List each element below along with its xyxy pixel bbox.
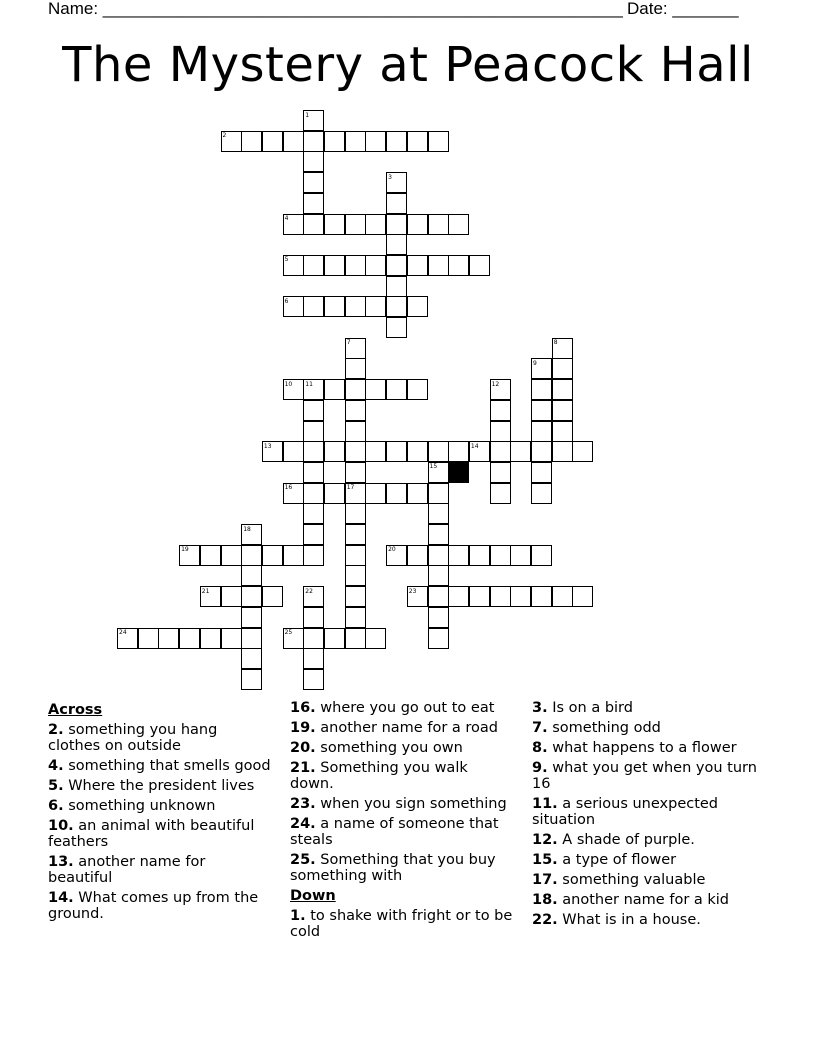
- clue-number: 1: [305, 111, 310, 119]
- grid-cell[interactable]: [448, 255, 469, 276]
- grid-cell[interactable]: [407, 131, 428, 152]
- clue-item: [532, 720, 757, 736]
- grid-cell[interactable]: [448, 586, 469, 607]
- grid-cell[interactable]: [572, 441, 593, 462]
- clue-item: [532, 872, 757, 888]
- clue-number-label: 4.: [48, 758, 64, 774]
- grid-cell[interactable]: [386, 317, 407, 338]
- clue-number: 12: [491, 380, 500, 388]
- grid-cell[interactable]: [365, 379, 386, 400]
- grid-cell[interactable]: [407, 214, 428, 235]
- grid-cell[interactable]: [490, 462, 511, 483]
- grid-cell[interactable]: [283, 545, 304, 566]
- grid-cell[interactable]: [324, 255, 345, 276]
- clue-item: [290, 720, 515, 736]
- grid-cell[interactable]: [386, 234, 407, 255]
- clue-number: 21: [201, 587, 210, 595]
- grid-cell[interactable]: [241, 586, 262, 607]
- grid-cell[interactable]: [407, 441, 428, 462]
- clue-item: [290, 908, 515, 940]
- clue-number: 3: [388, 173, 392, 181]
- grid-cell[interactable]: [552, 586, 573, 607]
- grid-cell[interactable]: [386, 255, 407, 276]
- grid-cell[interactable]: [138, 628, 159, 649]
- grid-cell[interactable]: [531, 545, 552, 566]
- clue-item: [290, 760, 515, 792]
- clue-text: something you own: [315, 740, 463, 756]
- grid-cell[interactable]: [552, 379, 573, 400]
- grid-cell[interactable]: [469, 586, 490, 607]
- clue-number-label: 18.: [532, 892, 558, 908]
- grid-cell[interactable]: [262, 131, 283, 152]
- clue-item: [48, 722, 273, 754]
- grid-cell[interactable]: [303, 669, 324, 690]
- clue-number: 16: [284, 484, 293, 492]
- grid-cell[interactable]: [552, 400, 573, 421]
- clue-text: a serious unexpected situation: [532, 796, 719, 828]
- clue-number-label: 17.: [532, 872, 558, 888]
- clue-number: 5: [284, 256, 289, 264]
- grid-cell[interactable]: [428, 586, 449, 607]
- clue-number: 8: [553, 339, 558, 347]
- clue-number-label: 7.: [532, 720, 548, 736]
- grid-cell[interactable]: [200, 628, 221, 649]
- grid-cell[interactable]: [386, 214, 407, 235]
- grid-cell[interactable]: [428, 441, 449, 462]
- grid-cell[interactable]: [283, 441, 304, 462]
- clue-text: a name of someone that steals: [290, 816, 499, 848]
- clue-item: [290, 852, 515, 884]
- clue-number: 25: [284, 629, 293, 636]
- grid-cell[interactable]: [469, 545, 490, 566]
- grid-cell[interactable]: [510, 545, 531, 566]
- grid-cell[interactable]: [324, 214, 345, 235]
- clue-item: [532, 912, 757, 928]
- clue-text: Something that you buy something with: [290, 852, 496, 884]
- clue-item: [532, 760, 757, 792]
- grid-cell[interactable]: [490, 400, 511, 421]
- clue-number-label: 8.: [532, 740, 548, 756]
- grid-cell[interactable]: [345, 358, 366, 379]
- clue-text: to shake with fright or to be cold: [290, 908, 513, 940]
- clue-item: [48, 758, 273, 774]
- clue-number-label: 22.: [532, 912, 558, 928]
- grid-cell[interactable]: [324, 379, 345, 400]
- grid-cell[interactable]: [469, 255, 490, 276]
- clue-number-label: 2.: [48, 722, 64, 738]
- grid-cell[interactable]: [158, 628, 179, 649]
- clue-text: What comes up from the ground.: [48, 890, 259, 922]
- clue-item: [532, 796, 757, 828]
- grid-cell[interactable]: [552, 358, 573, 379]
- clue-number: 9: [533, 359, 537, 367]
- grid-cell[interactable]: [428, 565, 449, 586]
- clue-number: 19: [181, 546, 189, 554]
- grid-cell[interactable]: [303, 131, 324, 152]
- clue-item: [532, 700, 757, 716]
- grid-cell[interactable]: [365, 628, 386, 649]
- grid-cell[interactable]: [221, 545, 242, 566]
- grid-cell[interactable]: [303, 172, 324, 193]
- clue-number-label: 12.: [532, 832, 558, 848]
- black-cell: [448, 462, 469, 483]
- grid-cell[interactable]: [324, 483, 345, 504]
- grid-cell[interactable]: [510, 441, 531, 462]
- grid-cell[interactable]: [324, 441, 345, 462]
- clue-text: what you get when you turn 16: [532, 760, 757, 792]
- clue-item: [48, 854, 273, 886]
- clue-item: [290, 816, 515, 848]
- grid-cell[interactable]: [200, 545, 221, 566]
- grid-cell[interactable]: [365, 214, 386, 235]
- grid-cell[interactable]: [448, 441, 469, 462]
- section-heading: Down: [290, 888, 336, 904]
- clue-item: [290, 700, 515, 716]
- grid-cell[interactable]: [345, 628, 366, 649]
- grid-cell[interactable]: [303, 545, 324, 566]
- grid-cell[interactable]: [552, 421, 573, 442]
- grid-cell[interactable]: [386, 483, 407, 504]
- clue-number-label: 16.: [290, 700, 316, 716]
- clue-number-label: 9.: [532, 760, 548, 776]
- clue-number-label: 24.: [290, 816, 316, 832]
- clue-number-label: 1.: [290, 908, 306, 924]
- grid-cell[interactable]: [386, 296, 407, 317]
- grid-cell[interactable]: [448, 545, 469, 566]
- grid-cell[interactable]: [303, 400, 324, 421]
- grid-cell[interactable]: [303, 214, 324, 235]
- grid-cell[interactable]: [345, 296, 366, 317]
- grid-cell[interactable]: [407, 255, 428, 276]
- grid-cell[interactable]: [345, 586, 366, 607]
- grid-cell[interactable]: [428, 524, 449, 545]
- grid-cell[interactable]: [365, 296, 386, 317]
- clue-number-label: 13.: [48, 854, 74, 870]
- clue-number-label: 5.: [48, 778, 64, 794]
- grid-cell[interactable]: [386, 131, 407, 152]
- clue-number: 23: [408, 587, 417, 595]
- grid-cell[interactable]: [490, 421, 511, 442]
- clue-text: something unknown: [63, 798, 216, 814]
- clue-item: [290, 740, 515, 756]
- clue-number: 14: [470, 442, 479, 450]
- clue-text: something odd: [547, 720, 661, 736]
- grid-cell[interactable]: [531, 441, 552, 462]
- grid-cell[interactable]: [552, 441, 573, 462]
- clue-number-label: 23.: [290, 796, 316, 812]
- clue-number-label: 21.: [290, 760, 316, 776]
- grid-cell[interactable]: [345, 400, 366, 421]
- clue-number-label: 14.: [48, 890, 74, 906]
- grid-cell[interactable]: [510, 586, 531, 607]
- clue-item: [48, 890, 273, 922]
- clue-text: What is in a house.: [557, 912, 701, 928]
- section-heading: Across: [48, 702, 103, 718]
- grid-cell[interactable]: [345, 607, 366, 628]
- clue-item: [532, 740, 757, 756]
- clue-text: something valuable: [557, 872, 706, 888]
- grid-cell[interactable]: [303, 255, 324, 276]
- grid-cell[interactable]: [345, 255, 366, 276]
- grid-cell[interactable]: [303, 296, 324, 317]
- grid-cell[interactable]: [179, 628, 200, 649]
- grid-cell[interactable]: [303, 462, 324, 483]
- grid-cell[interactable]: [428, 483, 449, 504]
- grid-cell[interactable]: [428, 255, 449, 276]
- grid-cell[interactable]: [386, 193, 407, 214]
- clue-column-2: [290, 700, 515, 944]
- clue-text: something that smells good: [63, 758, 271, 774]
- grid-cell[interactable]: [303, 151, 324, 172]
- grid-cell[interactable]: [428, 628, 449, 649]
- grid-cell[interactable]: [324, 131, 345, 152]
- grid-cell[interactable]: [283, 131, 304, 152]
- grid-cell[interactable]: [303, 441, 324, 462]
- clue-number: 10: [284, 380, 293, 388]
- clue-column-1: [48, 700, 273, 926]
- clue-item: [48, 818, 273, 850]
- grid-cell[interactable]: [303, 503, 324, 524]
- clue-number: 11: [305, 380, 313, 388]
- grid-cell[interactable]: [303, 193, 324, 214]
- grid-cell[interactable]: [345, 565, 366, 586]
- grid-cell[interactable]: [572, 586, 593, 607]
- grid-cell[interactable]: [490, 586, 511, 607]
- grid-cell[interactable]: [221, 586, 242, 607]
- clue-text: Something you walk down.: [290, 760, 468, 792]
- clue-number-label: 3.: [532, 700, 548, 716]
- clue-number-label: 6.: [48, 798, 64, 814]
- grid-cell[interactable]: [345, 524, 366, 545]
- clue-item: [48, 778, 273, 794]
- grid-cell[interactable]: [531, 379, 552, 400]
- grid-cell[interactable]: [531, 586, 552, 607]
- grid-cell[interactable]: [428, 131, 449, 152]
- clue-text: another name for beautiful: [48, 854, 206, 886]
- grid-cell[interactable]: [365, 131, 386, 152]
- clue-text: another name for a road: [315, 720, 498, 736]
- clue-number: 20: [388, 546, 396, 554]
- clue-number-label: 20.: [290, 740, 316, 756]
- grid-cell[interactable]: [428, 607, 449, 628]
- grid-cell[interactable]: [303, 524, 324, 545]
- grid-cell[interactable]: [241, 565, 262, 586]
- grid-cell[interactable]: [345, 462, 366, 483]
- clue-number: 15: [429, 463, 438, 471]
- clue-text: something you hang clothes on outside: [48, 722, 218, 754]
- grid-cell[interactable]: [345, 379, 366, 400]
- grid-cell[interactable]: [386, 379, 407, 400]
- clue-text: an animal with beautiful feathers: [48, 818, 255, 850]
- grid-cell[interactable]: [490, 441, 511, 462]
- clue-number: 18: [243, 525, 251, 533]
- clue-number-label: 19.: [290, 720, 316, 736]
- grid-cell[interactable]: [241, 545, 262, 566]
- grid-cell[interactable]: [531, 421, 552, 442]
- grid-cell[interactable]: [386, 276, 407, 297]
- clue-item: [532, 852, 757, 868]
- grid-cell[interactable]: [407, 483, 428, 504]
- clue-number: 24: [119, 629, 127, 636]
- grid-cell[interactable]: [241, 607, 262, 628]
- grid-cell[interactable]: [303, 648, 324, 669]
- grid-cell[interactable]: [428, 503, 449, 524]
- clue-number-label: 11.: [532, 796, 558, 812]
- clue-number: 17: [346, 484, 355, 492]
- date-line[interactable]: Date: _______: [627, 0, 739, 18]
- clue-number: 13: [263, 442, 272, 450]
- clue-number: 7: [346, 339, 351, 347]
- grid-cell[interactable]: [531, 400, 552, 421]
- clue-column-3: [532, 700, 757, 932]
- clue-number-label: 15.: [532, 852, 558, 868]
- clue-text: another name for a kid: [557, 892, 730, 908]
- grid-cell[interactable]: [241, 648, 262, 669]
- clue-text: a type of flower: [557, 852, 677, 868]
- page-title: The Mystery at Peacock Hall: [62, 37, 754, 93]
- grid-cell[interactable]: [324, 628, 345, 649]
- clue-number: 22: [305, 587, 313, 595]
- grid-cell[interactable]: [241, 669, 262, 690]
- clue-text: what happens to a flower: [547, 740, 737, 756]
- grid-cell[interactable]: [303, 483, 324, 504]
- grid-cell[interactable]: [241, 131, 262, 152]
- grid-cell[interactable]: [324, 296, 345, 317]
- grid-cell[interactable]: [365, 483, 386, 504]
- grid-cell[interactable]: [365, 255, 386, 276]
- grid-cell[interactable]: [407, 545, 428, 566]
- grid-cell[interactable]: [345, 545, 366, 566]
- clue-number: 6: [284, 297, 289, 305]
- clue-item: [48, 798, 273, 814]
- name-line[interactable]: Name: _______________________________________________________: [48, 0, 623, 18]
- grid-cell[interactable]: [365, 441, 386, 462]
- clue-item: [532, 892, 757, 908]
- grid-cell[interactable]: [531, 483, 552, 504]
- grid-cell[interactable]: [345, 131, 366, 152]
- clue-number: 4: [284, 215, 289, 222]
- grid-cell[interactable]: [221, 628, 242, 649]
- clue-number: 2: [222, 132, 227, 140]
- grid-cell[interactable]: [490, 483, 511, 504]
- clue-text: when you sign something: [315, 796, 507, 812]
- grid-cell[interactable]: [428, 214, 449, 235]
- clue-text: Is on a bird: [547, 700, 633, 716]
- grid-cell[interactable]: [345, 421, 366, 442]
- clue-number-label: 25.: [290, 852, 316, 868]
- grid-cell[interactable]: [262, 586, 283, 607]
- grid-cell[interactable]: [345, 214, 366, 235]
- grid-cell[interactable]: [262, 545, 283, 566]
- clue-text: A shade of purple.: [557, 832, 695, 848]
- clue-number-label: 10.: [48, 818, 74, 834]
- clue-item: [290, 796, 515, 812]
- grid-cell[interactable]: [303, 421, 324, 442]
- grid-cell[interactable]: [303, 607, 324, 628]
- clue-text: where you go out to eat: [315, 700, 495, 716]
- grid-cell[interactable]: [407, 379, 428, 400]
- grid-cell[interactable]: [448, 214, 469, 235]
- grid-cell[interactable]: [241, 628, 262, 649]
- grid-cell[interactable]: [345, 441, 366, 462]
- grid-cell[interactable]: [531, 462, 552, 483]
- clue-text: Where the president lives: [63, 778, 255, 794]
- clue-item: [532, 832, 757, 848]
- grid-cell[interactable]: [407, 296, 428, 317]
- grid-cell[interactable]: [428, 545, 449, 566]
- grid-cell[interactable]: [303, 628, 324, 649]
- grid-cell[interactable]: [386, 441, 407, 462]
- grid-cell[interactable]: [345, 503, 366, 524]
- grid-cell[interactable]: [490, 545, 511, 566]
